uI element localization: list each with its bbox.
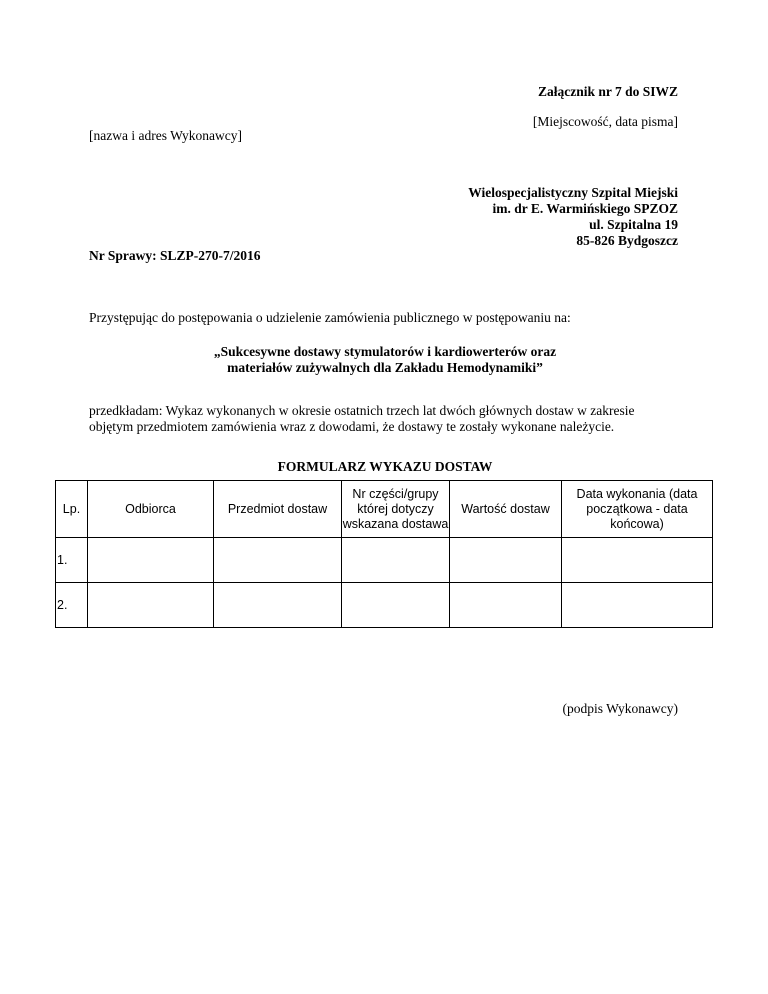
procurement-subject — [89, 344, 681, 376]
case-number: Nr Sprawy: SLZP-270-7/2016 — [89, 248, 261, 263]
table-row — [56, 538, 713, 583]
procurement-subject-line-1: „Sukcesywne dostawy stymulatorów i kardiowerterów oraz — [213, 344, 557, 359]
recipient-line-city: 85-826 Bydgoszcz — [576, 233, 678, 248]
value-cell — [450, 583, 562, 628]
column-header-part-number: Nr części/grupy której dotyczy wskazana dostawa — [342, 481, 450, 538]
row-number-cell: 2. — [56, 583, 88, 628]
value-cell — [450, 538, 562, 583]
subject-cell — [214, 538, 342, 583]
declaration-line-2: objętym przedmiotem zamówienia wraz z dowodami, że dostawy te zostały wykonane należycie. — [89, 419, 615, 434]
deliveries-table — [55, 480, 713, 628]
date-cell — [562, 583, 713, 628]
intro-text: Przystępując do postępowania o udzielenie zamówienia publicznego w postępowaniu na: — [89, 310, 571, 325]
part-number-cell — [342, 583, 450, 628]
procurement-subject-line-2: materiałów zużywalnych dla Zakładu Hemodynamiki” — [227, 360, 543, 375]
place-date-placeholder: [Miejscowość, data pisma] — [532, 114, 678, 129]
declaration-text — [89, 403, 689, 435]
recipient-address-block — [468, 185, 678, 249]
column-header-recipient: Odbiorca — [88, 481, 214, 538]
column-header-subject: Przedmiot dostaw — [214, 481, 342, 538]
subject-cell — [214, 583, 342, 628]
row-number-cell: 1. — [56, 538, 88, 583]
column-header-value: Wartość dostaw — [450, 481, 562, 538]
date-cell — [562, 538, 713, 583]
declaration-line-1: przedkładam: Wykaz wykonanych w okresie ostatnich trzech lat dwóch głównych dostaw w zakresie — [89, 403, 635, 418]
table-header-row — [56, 481, 713, 538]
part-number-cell — [342, 538, 450, 583]
recipient-line-name: Wielospecjalistyczny Szpital Miejski — [468, 185, 678, 200]
recipient-cell — [88, 583, 214, 628]
contractor-name-placeholder: [nazwa i adres Wykonawcy] — [89, 128, 242, 143]
recipient-cell — [88, 538, 214, 583]
column-header-date: Data wykonania (data początkowa - data końcowa) — [562, 481, 713, 538]
table-row — [56, 583, 713, 628]
recipient-line-street: ul. Szpitalna 19 — [589, 217, 678, 232]
recipient-line-patron: im. dr E. Warmińskiego SPZOZ — [492, 201, 678, 216]
form-title: FORMULARZ WYKAZU DOSTAW — [277, 459, 493, 474]
column-header-lp: Lp. — [56, 481, 88, 538]
signature-label: (podpis Wykonawcy) — [562, 701, 678, 716]
annex-label: Załącznik nr 7 do SIWZ — [537, 84, 678, 99]
